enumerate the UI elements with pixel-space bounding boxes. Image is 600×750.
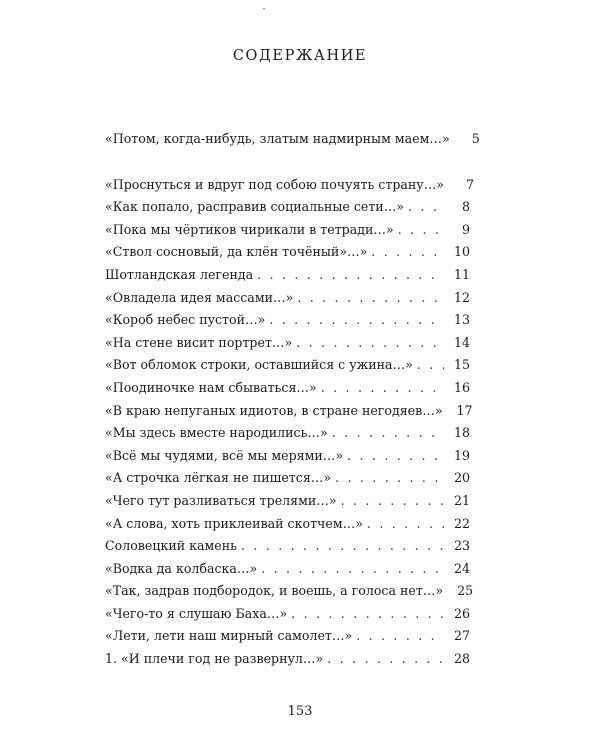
toc-entry-page: 25: [457, 583, 474, 599]
dot-leader: [296, 332, 444, 355]
toc-entry-title: Шотландская легенда: [105, 266, 254, 282]
toc-entry-page: 11: [453, 266, 470, 282]
toc-entry-page: 14: [453, 334, 470, 350]
dot-leader: [257, 264, 444, 287]
toc-entry: [105, 603, 470, 626]
toc-entry-page: 24: [453, 560, 470, 576]
toc-entry-title: «А строчка лёгкая не пишется…»: [105, 470, 332, 486]
dot-leader: [398, 219, 444, 242]
toc-entry: [105, 174, 475, 197]
dot-leader: [367, 513, 444, 536]
dot-leader: [341, 490, 444, 513]
toc-entry-title: «Как попало, расправив социальные сети…»: [105, 199, 404, 215]
toc-entry: [105, 377, 470, 400]
dot-leader: [297, 287, 444, 310]
dot-leader: [371, 241, 444, 264]
toc-entry-title: «Так, задрав подбородок, и воешь, а голоса нет…»: [105, 583, 444, 599]
dot-leader: [291, 603, 444, 626]
toc-entry-title: 1. «И плечи год не развернул…»: [105, 651, 324, 667]
toc-entry-title: «Чего-то я слушаю Баха…»: [105, 605, 288, 621]
toc-entry-title: «Чего тут разливаться трелями…»: [105, 492, 337, 508]
toc-entry: [105, 241, 470, 264]
page-title: СОДЕРЖАНИЕ: [232, 48, 368, 64]
toc-entry: [105, 287, 470, 310]
toc-entry-page: 26: [453, 605, 470, 621]
toc-entry-page: 17: [456, 402, 473, 418]
toc-entry: [105, 558, 470, 581]
toc-entry-title: «Проснуться и вдруг под собою почуять страну…»: [105, 176, 445, 192]
toc-entry-title: «Всё мы чудями, всё мы мерями…»: [105, 447, 344, 463]
toc-entry-page: 21: [453, 492, 470, 508]
toc-entry-page: 22: [453, 515, 470, 531]
dot-leader: [335, 467, 444, 490]
toc-entry-title: Соловецкий камень: [105, 538, 237, 554]
toc-entry-title: «А слова, хоть приклеивай скотчем…»: [105, 515, 363, 531]
toc-entry: [105, 535, 470, 558]
toc-entry-page: 8: [461, 199, 470, 215]
toc-entry: [105, 422, 470, 445]
toc-entry-title: «Пока мы чёртиков чирикали в тетради…»: [105, 221, 394, 237]
dot-leader: [408, 196, 444, 219]
dot-leader: [241, 535, 444, 558]
toc-entry-title: «На стене висит портрет…»: [105, 334, 293, 350]
toc-entry-title: «Вот обломок строки, оставшийся с ужина…»: [105, 357, 413, 373]
toc-entry-page: 16: [453, 379, 470, 395]
toc-entry-page: 23: [453, 538, 470, 554]
dot-leader: [327, 648, 444, 671]
toc-entry: [105, 128, 480, 151]
toc-entry-page: 10: [453, 244, 470, 260]
toc-entry-page: 5: [471, 131, 480, 146]
toc-entry-title: «В краю непуганых идиотов, в стране негодяев…»: [105, 402, 443, 418]
toc-entry-title: «Потом, когда-нибудь, златым надмирным маем…»: [105, 131, 450, 146]
toc-entry-page: 15: [453, 357, 470, 373]
toc-entry: [105, 490, 470, 513]
toc-entry-page: 13: [453, 312, 470, 328]
toc-entry-page: 19: [453, 447, 470, 463]
toc-entry-page: 28: [453, 651, 470, 667]
toc-entry-page: 27: [453, 628, 470, 644]
dot-leader: [321, 377, 444, 400]
table-of-contents: [105, 128, 480, 671]
toc-entry-title: «Водка да колбаска…»: [105, 560, 258, 576]
toc-entry-page: 9: [461, 221, 470, 237]
dot-leader: [356, 625, 444, 648]
toc-entry-title: «Короб небес пустой…»: [105, 312, 266, 328]
dot-leader: [269, 309, 444, 332]
toc-entry-title: «Ствол сосновый, да клён точёный»…»: [105, 244, 368, 260]
page-mark: [263, 8, 265, 9]
dot-leader: [347, 445, 444, 468]
toc-entry: [105, 467, 470, 490]
toc-entry: [105, 332, 470, 355]
toc-entry-title: «Лети, лети наш мирный самолет…»: [105, 628, 353, 644]
toc-entry-page: 12: [453, 289, 470, 305]
toc-entry: [105, 648, 470, 671]
toc-entry-page: 18: [453, 425, 470, 441]
toc-entry: [105, 264, 470, 287]
toc-entry: [105, 580, 474, 603]
toc-entry-title: «Овладела идея массами…»: [105, 289, 294, 305]
toc-entry: [105, 513, 470, 536]
toc-entry: [105, 309, 470, 332]
toc-entry-page: 7: [466, 176, 475, 192]
toc-entry-page: 20: [453, 470, 470, 486]
toc-entry: [105, 196, 470, 219]
toc-entry: [105, 219, 470, 242]
toc-entry: [105, 354, 470, 377]
page-number: 153: [287, 704, 313, 719]
toc-entry: [105, 445, 470, 468]
toc-entry-title: «Мы здесь вместе народились…»: [105, 425, 328, 441]
toc-entry-title: «Поодиночке нам сбываться…»: [105, 379, 317, 395]
dot-leader: [332, 422, 444, 445]
dot-leader: [261, 558, 444, 581]
toc-entry: [105, 625, 470, 648]
dot-leader: [417, 354, 444, 377]
toc-entry: [105, 400, 473, 423]
